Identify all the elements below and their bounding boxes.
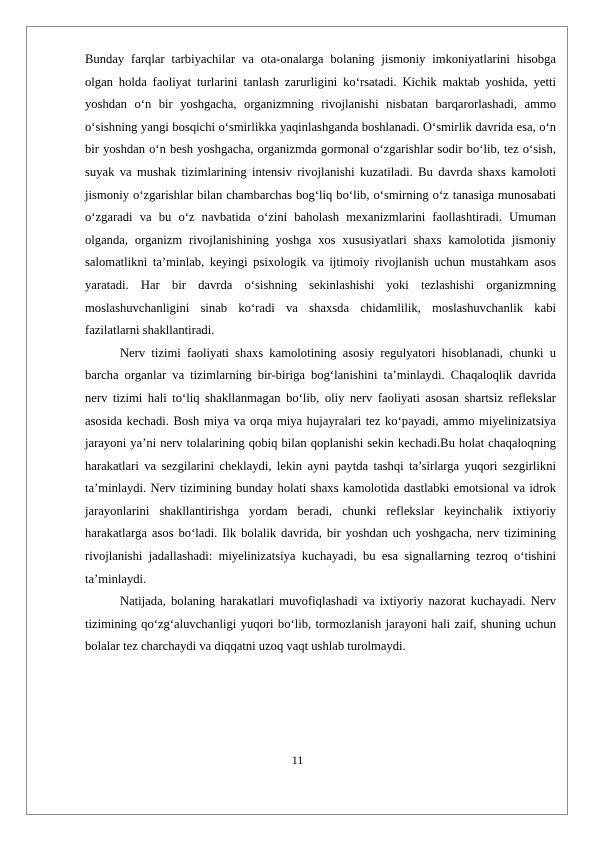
paragraph-3: Natijada, bolaning harakatlari muvofiqlashadi va ixtiyoriy nazorat kuchayadi. Nerv tizimining qo‘zg‘aluvchanligi yuqori bo‘lib, tormozlanish jarayoni hali zaif, shuning uchun bolalar tez charchaydi va diqqatni uzoq vaqt ushlab turolmaydi. [85,594,556,654]
page-number: 11 [291,753,304,767]
document-body [85,48,556,658]
paragraph-1: Bunday farqlar tarbiyachilar va ota-onalarga bolaning jismoniy imkoniyatlarini hisobga olgan holda faoliyat turlarini tanlash zarurligini ko‘rsatadi. Kichik maktab yoshida, yetti yoshdan o‘n bir yoshgacha, organizmning rivojlanishi nisbatan barqarorlashadi, ammo o‘sishning yangi bosqichi o‘smirlikka yaqinlashganda boshlanadi. O‘smirlik davrida esa, o‘n bir yoshdan o‘n besh yoshgacha, organizmda gormonal o‘zgarishlar sodir bo‘lib, tez o‘sish, suyak va mushak tizimlarining intensiv rivojlanishi kuzatiladi. Bu davrda shaxs kamoloti jismoniy o‘zgarishlar bilan chambarchas bog‘liq bo‘lib, o‘smirning o‘z tanasiga munosabati o‘zgaradi va bu o‘z navbatida o‘zini baholash mexanizmlarini faollashtiradi. Umuman olganda, organizm rivojlanishining yoshga xos xususiyatlari shaxs kamolotida jismoniy salomatlikni ta’minlab, keyingi psixologik va ijtimoiy rivojlanish uchun mustahkam asos yaratadi. Har bir davrda o‘sishning sekinlashishi yoki tezlashishi organizmning moslashuvchanligini sinab ko‘radi va shaxsda chidamlilik, moslashuvchanlik kabi fazilatlarni shakllantiradi. [85,52,556,338]
paragraph-2: Nerv tizimi faoliyati shaxs kamolotining asosiy regulyatori hisoblanadi, chunki u barcha organlar va tizimlarning bir-biriga bog‘lanishini ta’minlaydi. Chaqaloqlik davrida nerv tizimi hali to‘liq shakllanmagan bo‘lib, oliy nerv faoliyati asosan shartsiz reflekslar asosida kechadi. Bosh miya va orqa miya hujayralari tez ko‘payadi, ammo miyelinizatsiya jarayoni ya’ni nerv tolalarining qobiq bilan qoplanishi sekin kechadi.Bu holat chaqaloqning harakatlari va sezgilarini cheklaydi, lekin ayni paytda tashqi ta’sirlarga yuqori sezgirlikni ta’minlaydi. Nerv tizimining bunday holati shaxs kamolotida dastlabki emotsional va idrok jarayonlarini shakllantirishga yordam beradi, chunki reflekslar keyinchalik ixtiyoriy harakatlarga asos bo‘ladi. Ilk bolalik davrida, bir yoshdan uch yoshgacha, nerv tizimining rivojlanishi jadallashadi: miyelinizatsiya kuchayadi, bu esa signallarning tezroq o‘tishini ta’minlaydi. [85,345,556,586]
